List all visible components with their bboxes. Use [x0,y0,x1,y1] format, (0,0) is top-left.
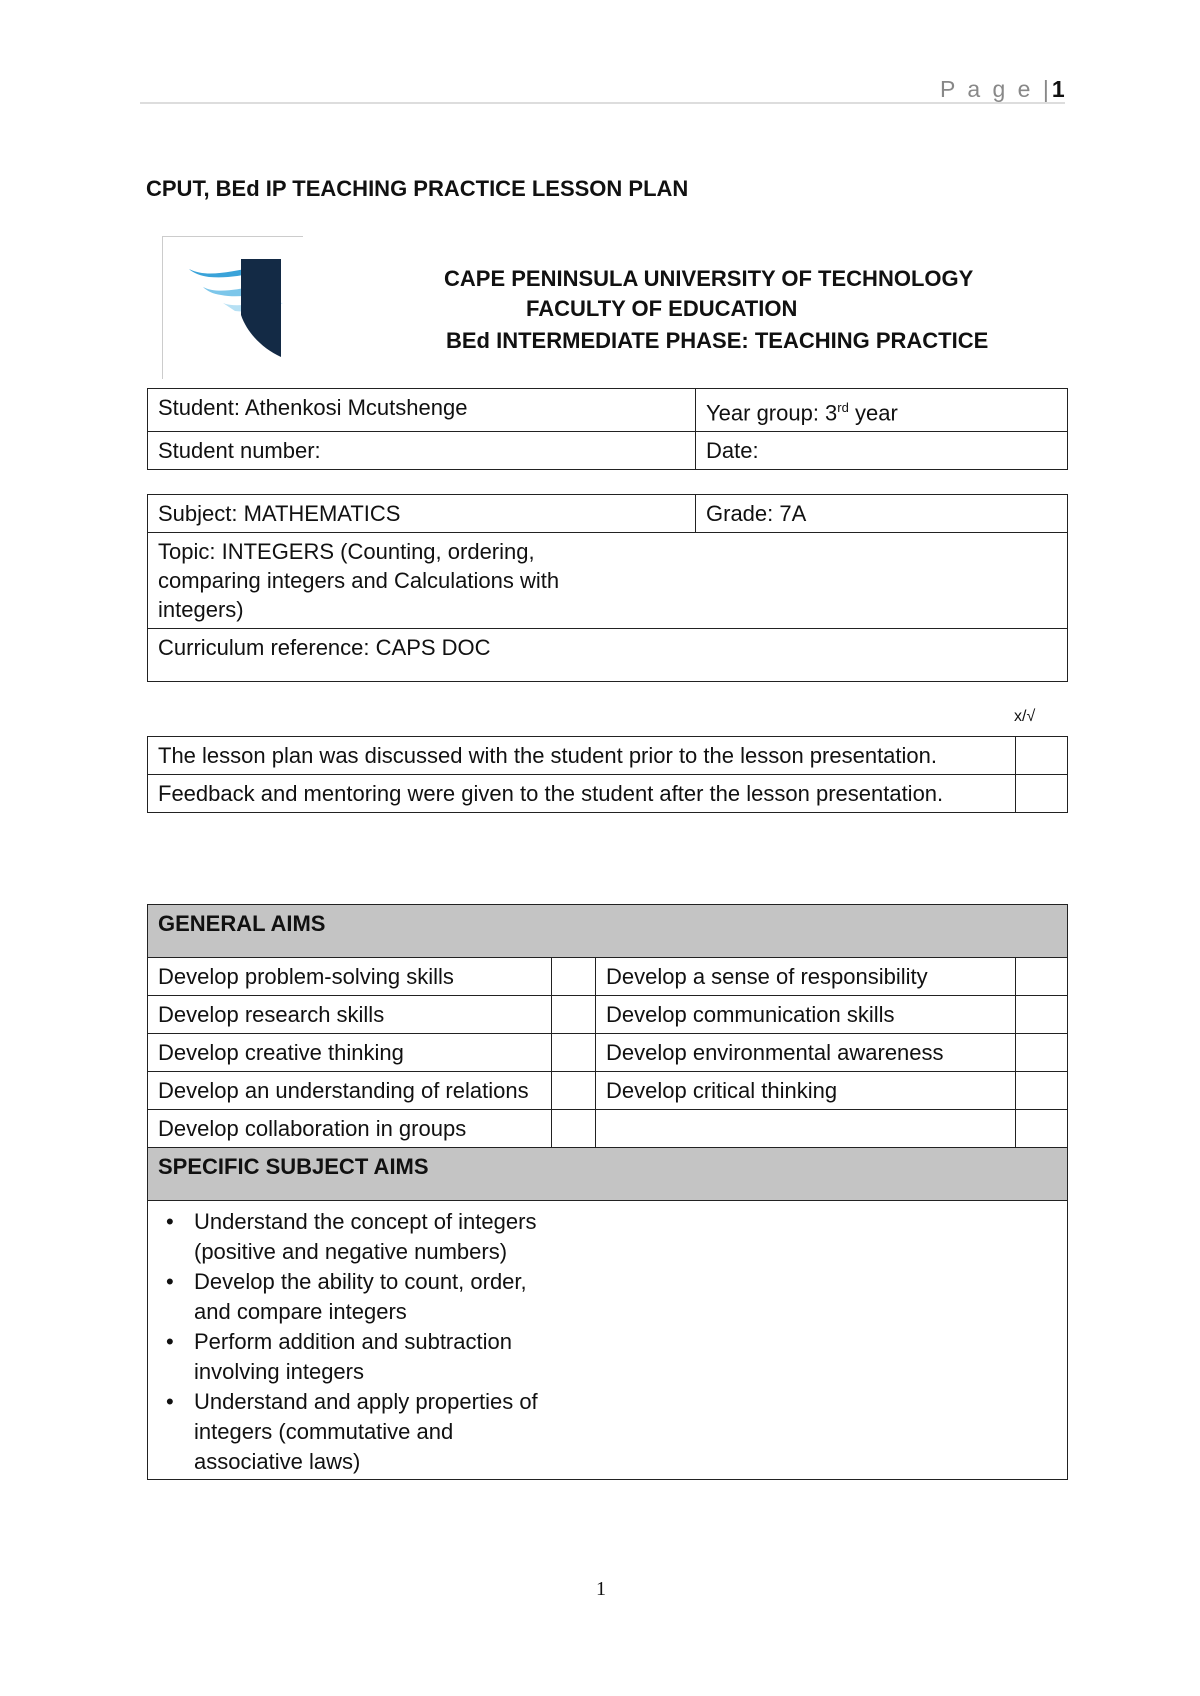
aim-item: Develop collaboration in groups [148,1110,552,1148]
table-row [148,495,1068,533]
aim-item: Develop creative thinking [148,1034,552,1072]
table-row [148,629,1068,682]
aim-checkbox[interactable] [1016,996,1068,1034]
table-row [148,1072,1068,1110]
aim-checkbox[interactable] [1016,1072,1068,1110]
aims-table [147,904,1068,1480]
specific-aims-list [158,1207,564,1477]
subject-table [147,494,1068,682]
student-number: Student number: [148,432,696,470]
table-row [148,533,1068,629]
general-aims-heading: GENERAL AIMS [148,905,1068,958]
list-item: • Develop the ability to count, order, and compare integers [184,1267,564,1327]
aim-checkbox[interactable] [552,996,596,1034]
table-row [148,1110,1068,1148]
document-title: CPUT, BEd IP TEACHING PRACTICE LESSON PLAN [146,176,689,201]
aim-item: Develop environmental awareness [596,1034,1016,1072]
table-row [148,1148,1068,1201]
aim-item: Develop an understanding of relations [148,1072,552,1110]
aim-checkbox[interactable] [552,1034,596,1072]
footer-page-number: 1 [596,1578,606,1600]
aim-checkbox[interactable] [552,1110,596,1148]
subject: Subject: MATHEMATICS [148,495,696,533]
table-row [148,1201,1068,1480]
aim-item [596,1110,1016,1148]
institution-name: CAPE PENINSULA UNIVERSITY OF TECHNOLOGY [444,266,974,291]
grade: Grade: 7A [696,495,1068,533]
table-row [148,432,1068,470]
aim-item: Develop a sense of responsibility [596,958,1016,996]
check-box[interactable] [1016,737,1068,775]
student-info-table [147,388,1068,470]
logo-frame [162,236,303,379]
list-item: • Understand the concept of integers (positive and negative numbers) [184,1207,564,1267]
table-row [148,737,1068,775]
aim-checkbox[interactable] [1016,1034,1068,1072]
page-label: P a g e | [940,76,1052,102]
aim-item: Develop communication skills [596,996,1016,1034]
list-item: • Perform addition and subtraction involving integers [184,1327,564,1387]
header-divider [140,102,1065,104]
curriculum-reference: Curriculum reference: CAPS DOC [148,629,1068,682]
table-row [148,958,1068,996]
table-row [148,996,1068,1034]
year-group-ordinal: rd [837,400,849,415]
table-row [148,905,1068,958]
cput-logo-icon [163,237,303,379]
page-header [940,76,1065,103]
check-item: The lesson plan was discussed with the student prior to the lesson presentation. [148,737,1016,775]
year-group-prefix: Year group: 3 [706,400,838,426]
specific-aims-cell [148,1201,1068,1480]
page-header-number: 1 [1051,76,1065,102]
check-box[interactable] [1016,775,1068,813]
specific-aims-heading: SPECIFIC SUBJECT AIMS [148,1148,1068,1201]
year-group-suffix: year [848,400,898,426]
aim-item: Develop research skills [148,996,552,1034]
date: Date: [696,432,1068,470]
check-item: Feedback and mentoring were given to the student after the lesson presentation. [148,775,1016,813]
aim-checkbox[interactable] [552,958,596,996]
student-name: Student: Athenkosi Mcutshenge [148,389,696,432]
aim-item: Develop critical thinking [596,1072,1016,1110]
list-item: • Understand and apply properties of integers (commutative and associative laws) [184,1387,564,1477]
table-row [148,775,1068,813]
year-group [696,389,1068,432]
table-row [148,389,1068,432]
aim-item: Develop problem-solving skills [148,958,552,996]
topic-cell [148,533,1068,629]
aim-checkbox[interactable] [1016,958,1068,996]
check-column-header: x/√ [1014,708,1036,725]
programme-name: BEd INTERMEDIATE PHASE: TEACHING PRACTICE [446,328,989,353]
aim-checkbox[interactable] [552,1072,596,1110]
aim-checkbox[interactable] [1016,1110,1068,1148]
table-row [148,1034,1068,1072]
topic: Topic: INTEGERS (Counting, ordering, comparing integers and Calculations with integers) [158,539,560,622]
faculty-name: FACULTY OF EDUCATION [526,296,798,321]
check-table [147,736,1068,813]
